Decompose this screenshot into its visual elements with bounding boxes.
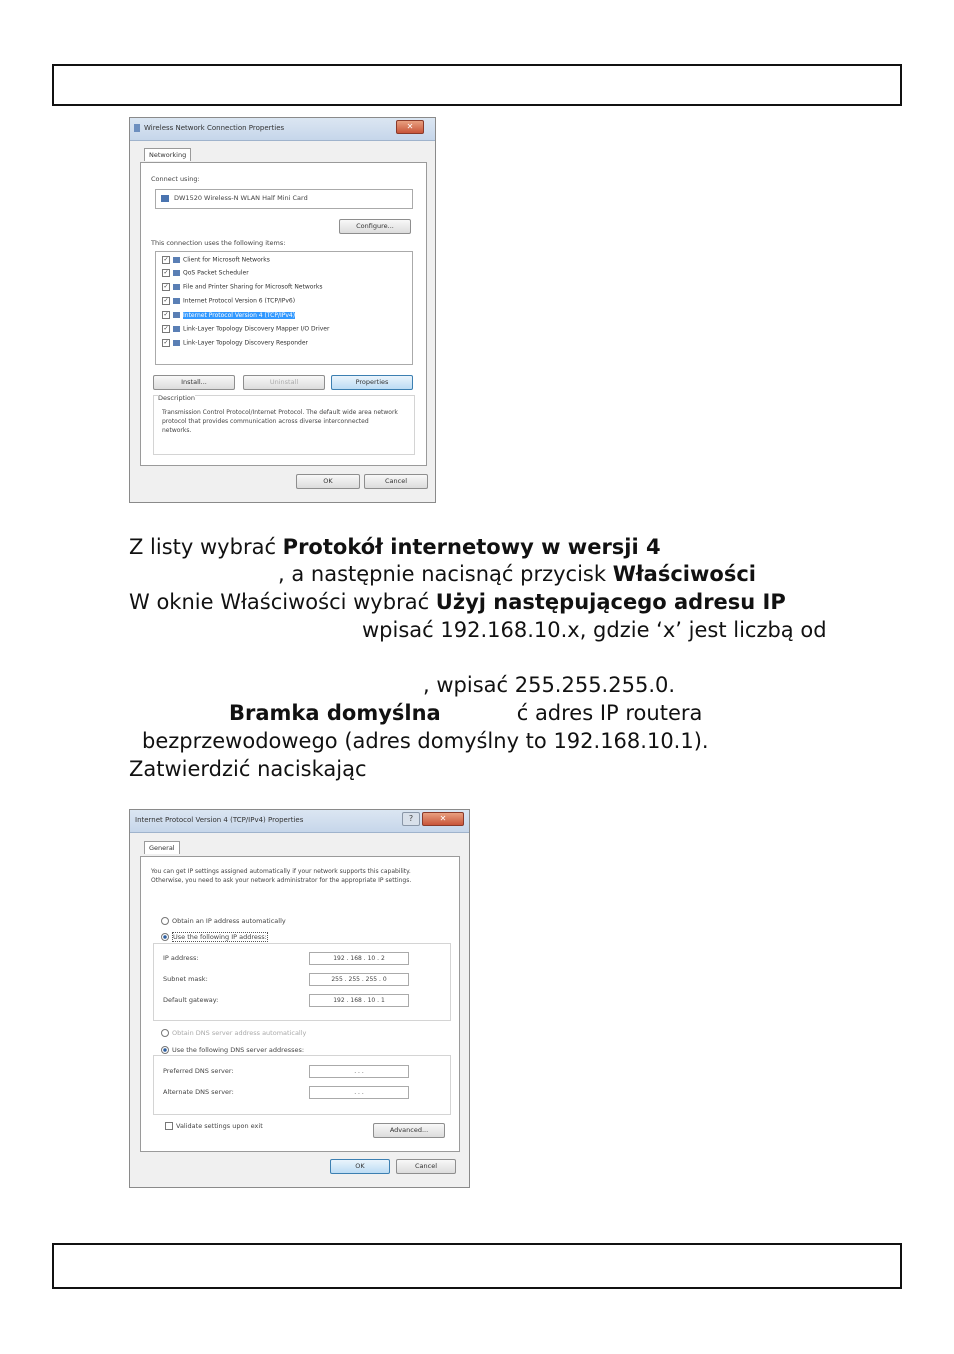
dialog-title: Internet Protocol Version 4 (TCP/IPv4) Properties: [135, 816, 304, 824]
checkbox[interactable]: ✓: [163, 269, 169, 276]
tab-general[interactable]: General: [144, 841, 180, 854]
general-panel: [140, 856, 460, 1152]
preferred-dns-field[interactable]: . . .: [309, 1065, 409, 1078]
option-label: Use the following IP address:: [173, 933, 267, 941]
option-label: Use the following DNS server addresses:: [172, 1046, 305, 1054]
properties-button[interactable]: Properties: [331, 375, 413, 390]
list-item[interactable]: ✓ Link-Layer Topology Discovery Mapper I/O Driver: [163, 325, 330, 333]
text-segment: Z listy wybrać: [129, 535, 283, 559]
radio-button[interactable]: [161, 933, 169, 941]
list-item[interactable]: ✓ Client for Microsoft Networks: [163, 256, 270, 264]
close-button[interactable]: ✕: [422, 812, 464, 826]
checkbox[interactable]: ✓: [163, 339, 169, 346]
adapter-name: DW1520 Wireless-N WLAN Half Mini Card: [174, 194, 308, 202]
description-text: Transmission Control Protocol/Internet Protocol. The default wide area network protocol that provides communication across diverse interconnected networks.: [162, 409, 398, 434]
protocol-icon: [173, 298, 180, 304]
bold-term: Użyj następującego adresu IP: [435, 590, 786, 614]
uninstall-button[interactable]: Uninstall: [243, 375, 325, 390]
dialog-titlebar[interactable]: [130, 810, 469, 833]
protocol-icon: [173, 326, 180, 332]
radio-button[interactable]: [161, 917, 169, 925]
ipv4-properties-dialog: [129, 809, 470, 1188]
footer-box: [52, 1243, 902, 1289]
ok-button[interactable]: OK: [330, 1159, 390, 1174]
list-item-ipv4-selected[interactable]: ✓ Internet Protocol Version 4 (TCP/IPv4): [163, 311, 296, 319]
protocol-icon: [173, 312, 180, 318]
subnet-mask-label: Subnet mask:: [163, 975, 208, 983]
alternate-dns-label: Alternate DNS server:: [163, 1088, 234, 1096]
default-gateway-label: Default gateway:: [163, 996, 219, 1004]
ip-address-field[interactable]: 192 . 168 . 10 . 2: [309, 952, 409, 965]
configure-button[interactable]: Configure...: [339, 219, 411, 234]
alternate-dns-field[interactable]: . . .: [309, 1086, 409, 1099]
preferred-dns-label: Preferred DNS server:: [163, 1067, 234, 1075]
list-item[interactable]: ✓ File and Printer Sharing for Microsoft Networks: [163, 283, 323, 291]
protocol-icon: [173, 340, 180, 346]
bold-term: Protokół internetowy w wersji 4: [282, 535, 661, 559]
instruction-line-8: Zatwierdzić naciskając: [129, 757, 367, 781]
option-label: Obtain an IP address automatically: [172, 917, 286, 925]
dialog-titlebar[interactable]: [130, 118, 435, 141]
list-item[interactable]: ✓ Link-Layer Topology Discovery Responder: [163, 339, 309, 347]
dns-group: [153, 1055, 451, 1115]
ip-address-label: IP address:: [163, 954, 199, 962]
tab-networking[interactable]: Networking: [144, 148, 191, 161]
service-icon: [173, 284, 180, 290]
ok-button[interactable]: OK: [296, 474, 360, 489]
adapter-icon: [161, 195, 169, 202]
text-segment: W oknie Właściwości wybrać: [129, 590, 436, 614]
close-button[interactable]: ✕: [396, 120, 424, 134]
radio-button[interactable]: [161, 1046, 169, 1054]
text-segment: ć adres IP routera: [516, 701, 703, 725]
description-label: Description: [158, 394, 196, 402]
checkbox[interactable]: ✓: [163, 283, 169, 290]
checkbox[interactable]: ✓: [163, 297, 169, 304]
list-item[interactable]: ✓ Internet Protocol Version 6 (TCP/IPv6): [163, 297, 296, 305]
help-button[interactable]: ?: [402, 812, 420, 826]
checkbox[interactable]: ✓: [163, 256, 169, 263]
manual-ip-option[interactable]: [161, 933, 268, 941]
instruction-line-6: [229, 700, 702, 726]
option-label: Obtain DNS server address automatically: [172, 1029, 307, 1037]
items-label: This connection uses the following items:: [151, 239, 286, 247]
radio-button[interactable]: [161, 1029, 169, 1037]
default-gateway-field[interactable]: 192 . 168 . 10 . 1: [309, 994, 409, 1007]
advanced-button[interactable]: Advanced...: [373, 1123, 445, 1138]
network-icon: [134, 124, 140, 132]
cancel-button[interactable]: Cancel: [364, 474, 428, 489]
connect-using-label: Connect using:: [151, 175, 200, 183]
auto-dns-option[interactable]: [161, 1029, 306, 1037]
cancel-button[interactable]: Cancel: [396, 1159, 456, 1174]
list-item[interactable]: ✓ QoS Packet Scheduler: [163, 269, 249, 277]
checkbox[interactable]: ✓: [163, 311, 169, 318]
auto-ip-option[interactable]: [161, 917, 286, 925]
subnet-mask-field[interactable]: 255 . 255 . 255 . 0: [309, 973, 409, 986]
instruction-line-3: [129, 589, 786, 615]
checkbox[interactable]: ✓: [163, 325, 169, 332]
text-segment: , a następnie nacisnąć przycisk: [278, 562, 613, 586]
instruction-line-7: bezprzewodowego (adres domyślny to 192.168.10.1).: [142, 729, 709, 753]
adapter-box: [155, 189, 413, 209]
bold-term: Bramka domyślna: [229, 701, 441, 725]
checkbox[interactable]: [165, 1122, 173, 1130]
instruction-line-1: [129, 534, 661, 560]
items-list: [155, 251, 413, 365]
install-button[interactable]: Install...: [153, 375, 235, 390]
description-group: [153, 395, 415, 455]
instruction-line-2: [278, 561, 756, 587]
service-icon: [173, 270, 180, 276]
bold-term: Właściwości: [612, 562, 756, 586]
validate-checkbox-option[interactable]: [165, 1122, 263, 1130]
intro-text: You can get IP settings assigned automatically if your network supports this capability. Otherwise, you need to ask your network administrator for the appropriate IP settings.: [151, 868, 412, 884]
manual-dns-option[interactable]: [161, 1046, 304, 1054]
header-box: [52, 64, 902, 106]
networking-panel: [140, 162, 427, 466]
dialog-title: Wireless Network Connection Properties: [144, 124, 285, 132]
wireless-properties-dialog: [129, 117, 436, 503]
instruction-line-5: , wpisać 255.255.255.0.: [423, 673, 676, 697]
client-icon: [173, 257, 180, 263]
option-label: Validate settings upon exit: [176, 1122, 263, 1130]
instruction-line-4: wpisać 192.168.10.x, gdzie ‘x’ jest liczbą od: [362, 618, 827, 642]
